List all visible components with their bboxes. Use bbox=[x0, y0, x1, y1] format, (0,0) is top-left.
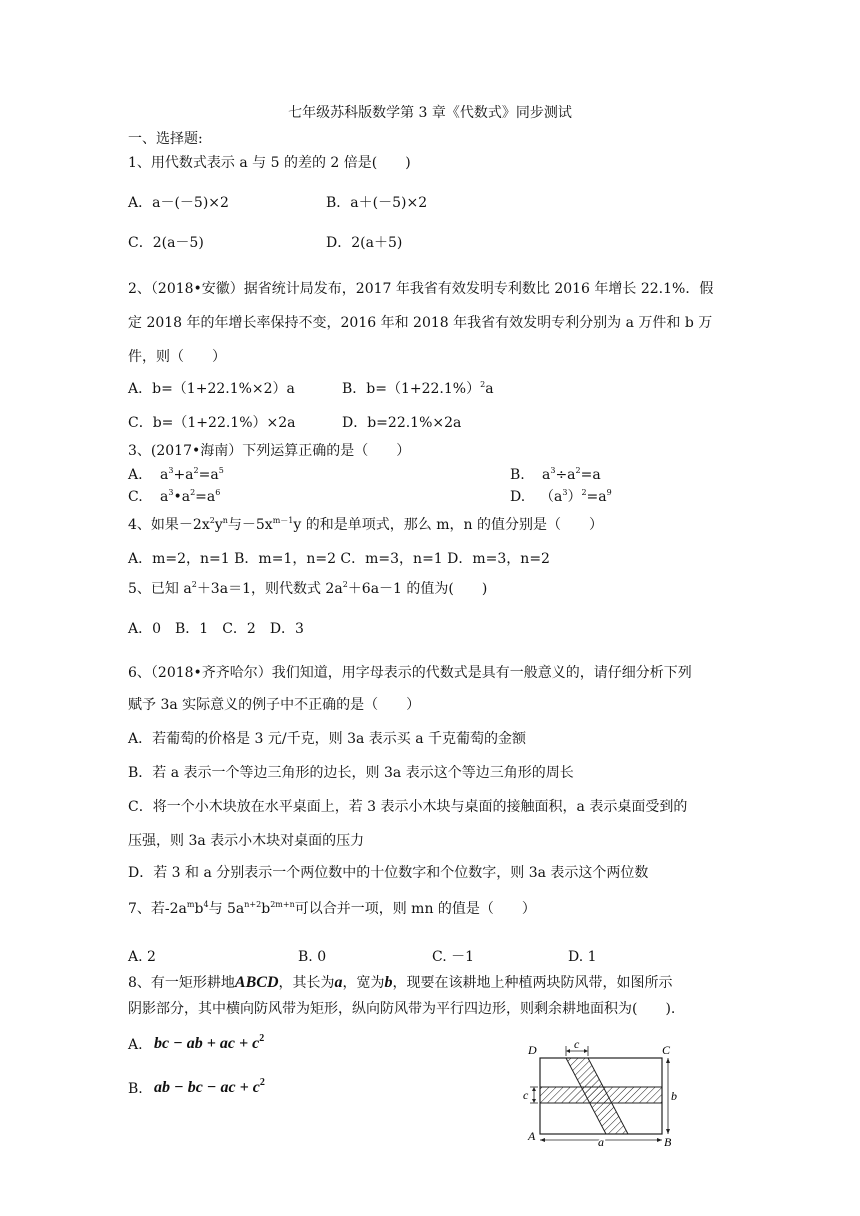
q7-option-d: D. 1 bbox=[568, 949, 597, 965]
q6-stem-line2: 赋予 3a 实际意义的例子中不正确的是（ ） bbox=[128, 697, 421, 713]
vertex-label-a: A bbox=[528, 1129, 536, 1143]
q6-stem-line1: 6、（2018•齐齐哈尔）我们知道，用字母表示的代数式是具有一般意义的，请仔细分析下列 bbox=[128, 665, 692, 681]
vertex-label-c: C bbox=[662, 1043, 671, 1057]
dimension-label-b: b bbox=[671, 1089, 677, 1103]
q6-option-c-line2: 压强，则 3a 表示小木块对桌面的压力 bbox=[128, 833, 365, 849]
q2-option-d: D．b=22.1%×2a bbox=[342, 415, 462, 431]
q6-option-c-line1: C．将一个小木块放在水平桌面上，若 3 表示小木块与桌面的接触面积，a 表示桌面受到的 bbox=[128, 799, 688, 815]
page-title: 七年级苏科版数学第 3 章《代数式》同步测试 bbox=[288, 105, 572, 121]
q7-option-c: C. －1 bbox=[432, 949, 475, 965]
q1-option-a: A．a－(－5)×2 bbox=[128, 195, 229, 211]
q3-option-a-label: A. bbox=[128, 467, 143, 483]
vertex-label-d: D bbox=[528, 1043, 537, 1057]
section-heading: 一、选择题: bbox=[128, 131, 203, 147]
q3-option-d: $(a^3)^2=a^9$ bbox=[540, 488, 612, 505]
dimension-label-c-left: c bbox=[523, 1088, 529, 1102]
q7-stem: 7、若$-2a^mb^4$与 $5a^{n+2}b^{2m+n}$可以合并一项，则 mn 的值是（ ） bbox=[128, 900, 536, 917]
horizontal-windbreak bbox=[540, 1087, 662, 1103]
q8-option-a-label: A. bbox=[128, 1037, 143, 1053]
q8-stem-line2: 阴影部分，其中横向防风带为矩形，纵向防风带为平行四边形，则剩余耕地面积为( ). bbox=[128, 1001, 676, 1017]
q8-option-b-label: B. bbox=[128, 1081, 143, 1097]
q8-stem-line1: 8、有一矩形耕地ABCD，其长为a，宽为b，现要在该耕地上种植两块防风带，如图所示 bbox=[128, 974, 673, 991]
q3-option-a: $a^3+a^2=a^5$ bbox=[160, 466, 224, 483]
q1-option-b: B．a＋(－5)×2 bbox=[326, 195, 428, 211]
q1-stem: 1、用代数式表示 a 与 5 的差的 2 倍是( ) bbox=[128, 155, 411, 171]
q2-option-c: C．b=（1+22.1%）×2a bbox=[128, 415, 296, 431]
q3-option-c: $a^3•a^2=a^6$ bbox=[160, 488, 221, 505]
q6-option-b: B．若 a 表示一个等边三角形的边长，则 3a 表示这个等边三角形的周长 bbox=[128, 765, 574, 781]
q3-option-b-label: B. bbox=[510, 467, 525, 483]
q8-option-b: ab − bc − ac + $c^2$ bbox=[154, 1077, 265, 1096]
q1-option-c: C．2(a－5) bbox=[128, 235, 204, 251]
q3-option-d-label: D. bbox=[510, 489, 526, 505]
q2-stem-line1: 2、（2018•安徽）据省统计局发布，2017 年我省有效发明专利数比 2016 年增长 22.1%．假 bbox=[128, 281, 714, 297]
q8-field-diagram bbox=[518, 1040, 698, 1150]
q7-option-b: B. 0 bbox=[298, 949, 327, 965]
q3-stem: 3、(2017•海南）下列运算正确的是（ ） bbox=[128, 443, 411, 459]
vertex-label-b: B bbox=[664, 1135, 672, 1149]
q2-option-b: B．$b=(1+22.1\%)^2a$ bbox=[342, 380, 494, 397]
q4-options: A．m=2，n=1 B．m=1，n=2 C．m=3，n=1 D．m=3，n=2 bbox=[128, 551, 550, 567]
q5-stem: 5、已知 $a^2+3a=1$，则代数式 $2a^2+6a-1$ 的值为( ) bbox=[128, 580, 488, 597]
q4-stem: 4、如果$-2x^2y^n$与$-5x^{m-1}y$ 的和是单项式，那么 m，n 的值分别是（ ） bbox=[128, 516, 603, 533]
dimension-label-a: a bbox=[598, 1135, 604, 1149]
dimension-label-c-top: c bbox=[574, 1040, 580, 1051]
q2-stem-line3: 件，则（ ） bbox=[128, 349, 226, 365]
q6-option-a: A．若葡萄的价格是 3 元/千克，则 3a 表示买 a 千克葡萄的金额 bbox=[128, 731, 527, 747]
q8-option-a: bc − ab + ac + $c^2$ bbox=[154, 1033, 265, 1052]
q1-option-d: D．2(a＋5) bbox=[326, 235, 403, 251]
q2-option-a: A．b=（1+22.1%×2）a bbox=[128, 381, 295, 397]
q7-option-a: A. 2 bbox=[128, 949, 156, 965]
q2-stem-line2: 定 2018 年的年增长率保持不变，2016 年和 2018 年我省有效发明专利分别为 a 万件和 b 万 bbox=[128, 315, 713, 331]
q3-option-b: $a^3\div a^2=a$ bbox=[542, 466, 601, 483]
q3-option-c-label: C. bbox=[128, 489, 143, 505]
q6-option-d: D．若 3 和 a 分别表示一个两位数中的十位数字和个位数字，则 3a 表示这个两位数 bbox=[128, 865, 649, 881]
q5-options: A．0 B．1 C．2 D．3 bbox=[128, 621, 304, 637]
